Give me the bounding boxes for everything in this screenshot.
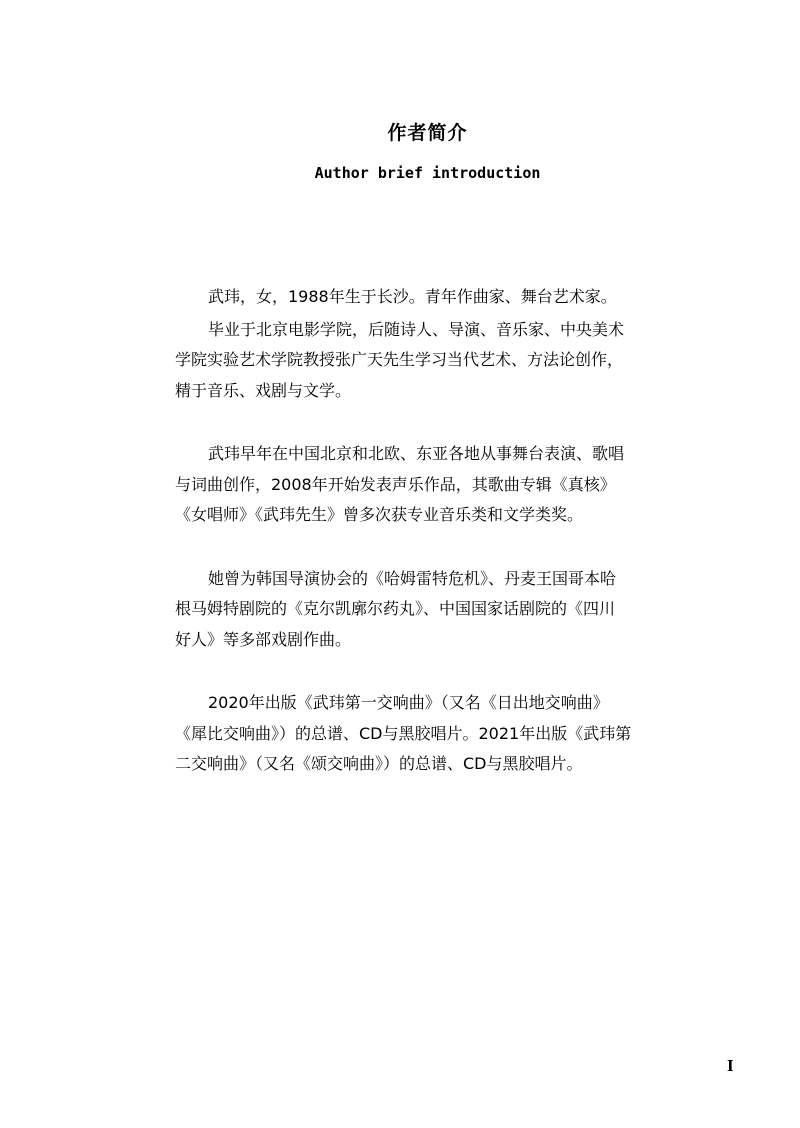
text-line: 《犀比交响曲》）的总谱、CD与黑胶唱片。2021年出版《武玮第 xyxy=(175,723,632,743)
page-title: 作者简介 xyxy=(387,122,468,144)
text-line: 好人》等多部戏剧作曲。 xyxy=(175,629,352,649)
text-line: 她曾为韩国导演协会的《哈姆雷特危机》、丹麦王国哥本哈 xyxy=(208,568,617,588)
text-line: 武玮，女，1988年生于长沙。青年作曲家、舞台艺术家。 xyxy=(208,287,617,306)
page-subtitle: Author brief introduction xyxy=(314,164,541,182)
text-line: 与词曲创作，2008年开始发表声乐作品，其歌曲专辑《真核》 xyxy=(175,474,616,494)
text-line: 根马姆特剧院的《克尔凯廓尔药丸》、中国国家话剧院的《四川 xyxy=(175,599,616,618)
text-line: 二交响曲》（又名《颂交响曲》）的总谱、CD与黑胶唱片。 xyxy=(175,754,583,773)
text-line: 毕业于北京电影学院，后随诗人、导演、音乐家、中央美术 xyxy=(208,319,625,339)
text-line: 《女唱师》《武玮先生》曾多次获专业音乐类和文学类奖。 xyxy=(175,505,584,524)
text-line: 2020年出版《武玮第一交响曲》（又名《日出地交响曲》 xyxy=(208,693,609,712)
bio-paragraph-education xyxy=(175,315,695,407)
bio-paragraph-symphonies xyxy=(175,688,695,780)
bio-paragraph-early-career xyxy=(175,439,695,531)
text-line: 武玮早年在中国北京和北欧、东亚各地从事舞台表演、歌唱 xyxy=(208,444,625,463)
text-line: 学院实验艺术学院教授张广天先生学习当代艺术、方法论创作， xyxy=(175,350,624,369)
page-number: I xyxy=(727,1056,734,1075)
author-biography xyxy=(175,282,695,813)
bio-paragraph-theater xyxy=(175,564,695,656)
text-line: 精于音乐、戏剧与文学。 xyxy=(175,380,352,400)
bio-paragraph-birth xyxy=(175,282,695,313)
